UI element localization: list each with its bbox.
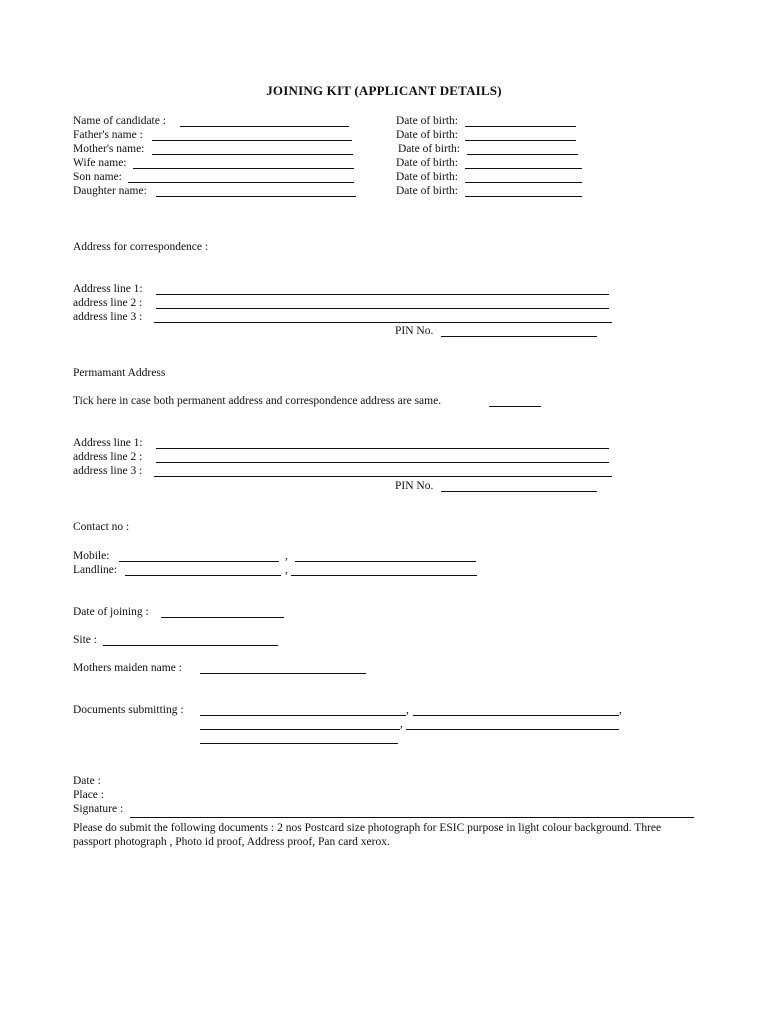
mobile-field-1[interactable] [119,561,279,562]
place-label: Place : [73,789,104,801]
contact-heading: Contact no : [73,521,130,533]
mother-dob-label: Date of birth: [398,143,460,155]
father-name-field[interactable] [152,140,352,141]
document-comma-2: , [619,704,622,716]
corr-address-line1-field[interactable] [156,294,609,295]
site-label: Site : [73,634,97,646]
landline-field-1[interactable] [125,575,281,576]
correspondence-heading: Address for correspondence : [73,241,209,253]
candidate-dob-field[interactable] [465,126,576,127]
candidate-name-field[interactable] [180,126,349,127]
form-title: JOINING KIT (APPLICANT DETAILS) [266,83,502,98]
perm-address-line3-label: address line 3 : [73,465,143,477]
document-field-5[interactable] [200,743,398,744]
perm-address-line1-field[interactable] [156,448,609,449]
mothers-maiden-name-field[interactable] [200,673,366,674]
document-comma-3: , [400,718,403,730]
mother-name-label: Mother's name: [73,143,145,155]
date-of-joining-field[interactable] [161,617,284,618]
signature-label: Signature : [73,803,124,815]
corr-pin-label: PIN No. [395,325,434,337]
perm-address-line2-field[interactable] [156,462,609,463]
son-dob-field[interactable] [465,182,582,183]
wife-dob-label: Date of birth: [396,157,458,169]
date-of-joining-label: Date of joining : [73,606,149,618]
mother-dob-field[interactable] [467,154,578,155]
son-name-field[interactable] [128,182,354,183]
same-address-tick-field[interactable] [489,406,541,407]
perm-address-line2-label: address line 2 : [73,451,143,463]
document-comma-1: , [406,704,409,716]
landline-field-2[interactable] [291,575,477,576]
daughter-dob-field[interactable] [465,196,582,197]
documents-label: Documents submitting : [73,704,184,716]
mothers-maiden-name-label: Mothers maiden name : [73,662,182,674]
father-dob-field[interactable] [465,140,576,141]
father-name-label: Father's name : [73,129,143,141]
wife-name-field[interactable] [133,168,354,169]
candidate-name-label: Name of candidate : [73,115,166,127]
document-field-3[interactable] [200,729,400,730]
daughter-name-label: Daughter name: [73,185,147,197]
daughter-dob-label: Date of birth: [396,185,458,197]
mother-name-field[interactable] [152,154,353,155]
candidate-dob-label: Date of birth: [396,115,458,127]
date-label: Date : [73,775,101,787]
site-field[interactable] [103,645,278,646]
document-field-1[interactable] [200,715,406,716]
perm-pin-label: PIN No. [395,480,434,492]
daughter-name-field[interactable] [156,196,356,197]
landline-comma: , [285,564,288,576]
perm-address-line3-field[interactable] [154,476,612,477]
corr-address-line2-label: address line 2 : [73,297,143,309]
son-name-label: Son name: [73,171,122,183]
corr-address-line1-label: Address line 1: [73,283,143,295]
corr-address-line3-field[interactable] [154,322,612,323]
son-dob-label: Date of birth: [396,171,458,183]
corr-address-line3-label: address line 3 : [73,311,143,323]
mobile-label: Mobile: [73,550,110,562]
perm-address-line1-label: Address line 1: [73,437,143,449]
document-field-4[interactable] [406,729,619,730]
same-address-text: Tick here in case both permanent address and correspondence address are same. [73,395,442,407]
wife-dob-field[interactable] [465,168,582,169]
corr-address-line2-field[interactable] [156,308,609,309]
signature-field[interactable] [130,817,694,818]
documents-note: Please do submit the following documents : 2 nos Postcard size photograph for ESIC purpose in light colour background. Three passport photograph , Photo id proof, Address proof, Pan card xerox. [73,822,662,848]
landline-label: Landline: [73,564,118,576]
mobile-field-2[interactable] [295,561,476,562]
wife-name-label: Wife name: [73,157,127,169]
father-dob-label: Date of birth: [396,129,458,141]
permanent-heading: Permamant Address [73,367,166,379]
document-field-2[interactable] [413,715,619,716]
perm-pin-field[interactable] [441,491,597,492]
mobile-comma: , [285,550,288,562]
corr-pin-field[interactable] [441,336,597,337]
